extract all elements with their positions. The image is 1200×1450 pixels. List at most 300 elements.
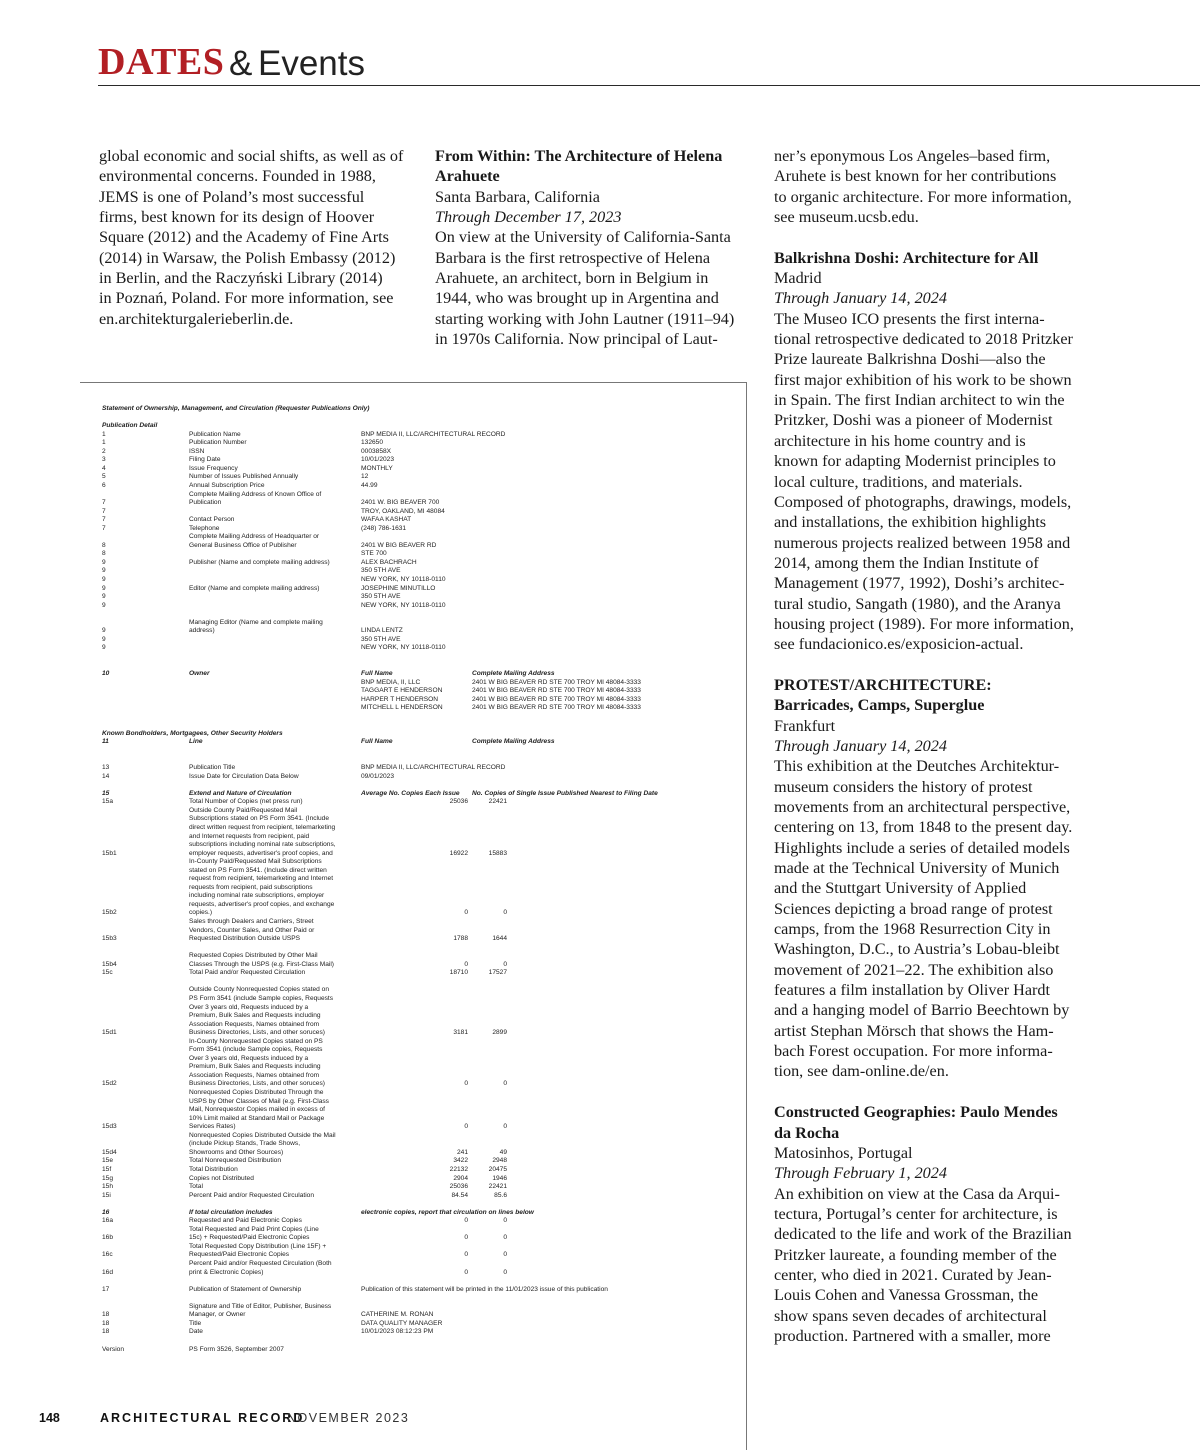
form-label: Percent Paid and/or Requested Circulation — [189, 1191, 314, 1199]
form-row — [102, 815, 742, 824]
form-line-number: 6 — [102, 481, 106, 489]
form-label: Services Rates) — [189, 1123, 236, 1131]
event-location: Matosinhos, Portugal — [774, 1143, 913, 1162]
form-row — [102, 901, 742, 910]
form-row — [102, 1123, 742, 1132]
form-row — [102, 1038, 742, 1047]
event-location: Frankfurt — [774, 716, 836, 735]
form-row — [102, 961, 742, 970]
issue-date: NOVEMBER 2023 — [287, 1411, 410, 1425]
form-value: (248) 786-1631 — [361, 524, 407, 532]
form-row — [102, 1260, 742, 1269]
form-label: Title — [189, 1319, 202, 1327]
event-location: Madrid — [774, 269, 822, 288]
form-avg-copies: 16922 — [449, 849, 468, 857]
body-line: (2014) in Warsaw, the Polish Embassy (2012) — [99, 248, 396, 267]
form-line-number: 8 — [102, 541, 106, 549]
section-title-ampersand: & — [229, 44, 253, 83]
form-single-issue-copies: 1946 — [492, 1174, 507, 1182]
form-row — [102, 790, 742, 799]
form-row — [102, 1328, 742, 1337]
form-row — [102, 439, 742, 448]
form-value: WAFAA KASHAT — [361, 516, 412, 524]
body-line: starting working with John Lautner (1911–94) — [435, 309, 735, 328]
form-label: Publisher (Name and complete mailing address) — [189, 558, 330, 566]
form-address: No. Copies of Single Issue Published Nearest to Filing Date — [472, 789, 658, 797]
form-line-number: 7 — [102, 507, 106, 515]
body-line: bach Forest occupation. For more informa- — [774, 1042, 1053, 1061]
form-row — [102, 1115, 742, 1124]
form-address: Complete Mailing Address — [472, 670, 555, 678]
form-row — [102, 1209, 742, 1218]
form-label: employer requests, advertiser's proof copies, and — [189, 849, 333, 857]
form-line-number: 7 — [102, 524, 106, 532]
form-row — [102, 773, 742, 782]
form-line-number: Version — [102, 1345, 124, 1353]
form-row — [102, 576, 742, 585]
event-date: Through January 14, 2024 — [774, 736, 947, 755]
form-row — [102, 602, 742, 611]
form-row — [102, 730, 742, 739]
form-avg-copies: 0 — [464, 1217, 468, 1225]
form-row — [102, 850, 742, 859]
form-single-issue-copies: 2948 — [492, 1157, 507, 1165]
body-line: On view at the University of California-Santa — [435, 228, 731, 247]
form-row — [102, 1072, 742, 1081]
form-label: Sales through Dealers and Carriers, Street — [189, 918, 314, 925]
form-line-number: 4 — [102, 464, 106, 472]
form-row — [102, 1269, 742, 1278]
body-line: first major exhibition of his work to be shown — [774, 370, 1072, 389]
body-line: in 1970s California. Now principal of Laut- — [435, 330, 718, 349]
body-line: centering on 13, from 1848 to the present day. — [774, 818, 1073, 837]
body-line: and a hanging model of Barrio Beechtown by — [774, 1001, 1070, 1020]
body-line: housing project (1989). For more information, — [774, 614, 1074, 633]
form-line-number: 15g — [102, 1174, 114, 1182]
form-line-number: 9 — [102, 644, 106, 652]
form-line-number: 16c — [102, 1251, 113, 1259]
body-line: local culture, traditions, and materials. — [774, 472, 1023, 491]
body-line: Washington, D.C., to Austria’s Lobau-bleibt — [774, 940, 1060, 959]
form-label: Managing Editor (Name and complete mailing — [189, 618, 323, 626]
body-line: tectura, Portugal’s center for architecture, is — [774, 1204, 1058, 1223]
form-line-number: 15f — [102, 1165, 112, 1173]
form-label: Number of Issues Published Annually — [189, 473, 299, 481]
form-label: Total Paid and/or Requested Circulation — [189, 969, 306, 977]
body-line: An exhibition on view at the Casa da Arqui- — [774, 1184, 1060, 1203]
form-row — [102, 533, 742, 542]
body-line: see fundacionico.es/exposicion-actual. — [774, 635, 1024, 654]
form-label: Editor (Name and complete mailing address) — [189, 584, 320, 592]
form-label: Total Requested Copy Distribution (Line 15F) + — [189, 1242, 327, 1250]
form-avg-copies: 1788 — [453, 935, 468, 943]
body-line: production. Partnered with a smaller, more — [774, 1326, 1051, 1345]
body-line: Pritzker laureate, a founding member of the — [774, 1245, 1057, 1264]
body-line: features a film installation by Oliver Hardt — [774, 981, 1051, 1000]
form-row — [102, 644, 742, 653]
form-value: 350 5TH AVE — [361, 593, 401, 601]
form-label: stated on PS Form 3541. (Include direct written — [189, 866, 327, 874]
form-row — [102, 1012, 742, 1021]
form-label: Showrooms and Other Sources) — [189, 1148, 284, 1156]
form-value: TAGGART E HENDERSON — [361, 687, 443, 695]
form-single-issue-copies: 85.6 — [494, 1191, 507, 1199]
paragraph-gap — [774, 227, 1084, 247]
form-label: Classes Through the USPS (e.g. First-Class Mail) — [189, 960, 334, 968]
form-line-number: 14 — [102, 772, 110, 780]
body-line: The Museo ICO presents the first interna- — [774, 309, 1045, 328]
form-label: Total Nonrequested Distribution — [189, 1157, 281, 1165]
form-value: LINDA LENTZ — [361, 627, 403, 635]
body-line: numerous projects realized between 1958 and — [774, 533, 1071, 552]
body-line: environmental concerns. Founded in 1988, — [99, 167, 376, 186]
form-row — [102, 448, 742, 457]
form-address: Complete Mailing Address — [472, 738, 555, 746]
form-line-number: 15d4 — [102, 1148, 117, 1156]
body-line: 2014, among them the Indian Institute of — [774, 553, 1039, 572]
form-single-issue-copies: 0 — [503, 1234, 507, 1242]
form-single-issue-copies: 0 — [503, 1123, 507, 1131]
form-row — [102, 1055, 742, 1064]
form-value: Publication of this statement will be printed in the 11/01/2023 issue of this publication — [361, 1285, 608, 1293]
form-value: NEW YORK, NY 10118-0110 — [361, 601, 446, 609]
form-line-number: 7 — [102, 499, 106, 507]
body-line: movements from an architectural perspective, — [774, 798, 1071, 816]
body-line: This exhibition at the Deutches Architektur- — [774, 757, 1060, 776]
form-single-issue-copies: 49 — [499, 1148, 507, 1156]
form-label: Requested Distribution Outside USPS — [189, 935, 301, 943]
form-value: BNP MEDIA II, LLC/ARCHITECTURAL RECORD — [361, 430, 506, 438]
form-row — [102, 798, 742, 807]
form-row — [102, 1080, 742, 1089]
body-line: Management (1977, 1992), Doshi’s architec- — [774, 574, 1065, 593]
form-row — [102, 508, 742, 517]
form-row — [102, 1320, 742, 1329]
form-single-issue-copies: 0 — [503, 1268, 507, 1276]
event-title: da Rocha — [774, 1123, 840, 1142]
form-label: Line — [189, 738, 203, 746]
body-line: museum considers the history of protest — [774, 777, 1033, 796]
form-row — [102, 1149, 742, 1158]
form-row — [102, 764, 742, 773]
form-label: address) — [189, 627, 215, 635]
form-label: subscriptions including nominal rate subscriptions, — [189, 841, 336, 849]
form-address: 2401 W BIG BEAVER RD STE 700 TROY MI 48084-3333 — [472, 704, 641, 712]
form-line-number: 16 — [102, 1208, 110, 1216]
form-value: 2401 W BIG BEAVER RD — [361, 541, 437, 549]
form-value: 10/01/2023 08:12:23 PM — [361, 1328, 434, 1336]
body-line: Sciences depicting a broad range of protest — [774, 899, 1053, 918]
form-avg-copies: 2904 — [453, 1174, 468, 1182]
form-avg-copies: 0 — [464, 909, 468, 917]
form-value: BNP MEDIA II, LLC/ARCHITECTURAL RECORD — [361, 764, 506, 772]
form-label: In-County Paid/Requested Mail Subscriptions — [189, 858, 322, 866]
body-line: Highlights include a series of detailed models — [774, 838, 1070, 857]
article-column-3 — [774, 146, 1084, 1346]
form-label: Manager, or Owner — [189, 1311, 246, 1319]
body-line: Louis Cohen and Vanessa Grossman, the — [774, 1286, 1039, 1305]
form-label: Over 3 years old, Requests induced by a — [189, 1054, 309, 1062]
form-row — [102, 738, 742, 747]
form-label: Issue Frequency — [189, 464, 238, 472]
event-title: PROTEST/ARCHITECTURE: — [774, 675, 992, 694]
form-value: HARPER T HENDERSON — [361, 695, 439, 703]
form-single-issue-copies: 22421 — [488, 1183, 507, 1191]
event-title: Balkrishna Doshi: Architecture for All — [774, 248, 1039, 267]
form-label: Publication — [189, 499, 222, 507]
form-line-number: 15h — [102, 1183, 114, 1191]
form-value: Average No. Copies Each Issue — [361, 789, 460, 797]
form-row — [102, 1089, 742, 1098]
form-label: Total Number of Copies (net press run) — [189, 798, 303, 806]
body-line: in Poznań, Poland. For more information, see — [99, 289, 394, 308]
body-line: artist Stephan Mörsch that shows the Ham- — [774, 1021, 1054, 1040]
body-line: Square (2012) and the Academy of Fine Arts — [99, 228, 389, 247]
form-avg-copies: 25036 — [449, 798, 468, 806]
form-single-issue-copies: 0 — [503, 1251, 507, 1259]
form-line-number: 15c — [102, 969, 113, 977]
form-value: 44.99 — [361, 481, 378, 489]
form-row — [102, 516, 742, 525]
form-label: Form 3541 (include Sample copies, Requests — [189, 1046, 323, 1054]
body-line: see museum.ucsb.edu. — [774, 208, 919, 227]
form-line-number: 5 — [102, 473, 106, 481]
form-label: Publication of Statement of Ownership — [189, 1285, 302, 1293]
form-label: requests, advertiser's proof copies, and exchange — [189, 900, 335, 908]
form-label: Business Directories, Lists, and other soruces) — [189, 1080, 325, 1088]
form-row — [102, 927, 742, 936]
body-line: global economic and social shifts, as well as of — [99, 147, 404, 165]
form-label: If total circulation includes — [189, 1208, 273, 1216]
form-single-issue-copies: 1644 — [492, 935, 507, 943]
form-label: Over 3 years old, Requests induced by a — [189, 1003, 309, 1011]
body-line: 1944, who was brought up in Argentina and — [435, 289, 719, 308]
form-avg-copies: 3181 — [453, 1029, 468, 1037]
form-label: Publication Name — [189, 430, 241, 438]
body-line: firms, best known for its design of Hoover — [99, 208, 375, 227]
body-line: made at the Technical University of Munich — [774, 859, 1060, 878]
form-line-number: 16b — [102, 1234, 114, 1242]
form-line-number: 9 — [102, 558, 106, 566]
form-label: direct written request from recipient, telemarketing — [189, 823, 336, 831]
body-line: camps, from the 1968 Resurrection City in — [774, 920, 1051, 939]
form-row — [102, 1251, 742, 1260]
form-line-number: 9 — [102, 635, 106, 643]
form-row — [102, 1140, 742, 1149]
form-line-number: 1 — [102, 439, 106, 447]
form-row — [102, 1234, 742, 1243]
form-value: Full Name — [361, 738, 393, 746]
page-number: 148 — [39, 1411, 60, 1425]
form-label: Outside County Paid/Requested Mail — [189, 806, 298, 814]
form-row — [102, 482, 742, 491]
magazine-name: ARCHITECTURAL RECORD — [100, 1411, 305, 1425]
form-row — [102, 491, 742, 500]
form-line-number: 18 — [102, 1311, 110, 1319]
form-line-number: 8 — [102, 550, 106, 558]
form-line-number: 15b3 — [102, 935, 117, 943]
body-line: ner’s eponymous Los Angeles–based firm, — [774, 147, 1051, 165]
form-line-number: 15b2 — [102, 909, 117, 917]
form-row — [102, 1175, 742, 1184]
form-label: USPS by Other Classes of Mail (e.g. First-Class — [189, 1097, 329, 1105]
form-row — [102, 465, 742, 474]
form-label: Owner — [189, 670, 210, 678]
form-row — [102, 559, 742, 568]
form-label: print & Electronic Copies) — [189, 1268, 264, 1276]
form-single-issue-copies: 0 — [503, 960, 507, 968]
form-row — [102, 1029, 742, 1038]
form-value: NEW YORK, NY 10118-0110 — [361, 644, 446, 652]
body-line: to organic architecture. For more information, — [774, 187, 1072, 206]
form-label: Nonrequested Copies Distributed Through the — [189, 1089, 324, 1096]
form-row — [102, 952, 742, 961]
form-row — [102, 473, 742, 482]
event-date: Through February 1, 2024 — [774, 1164, 947, 1183]
form-row — [102, 456, 742, 465]
form-address: 2401 W BIG BEAVER RD STE 700 TROY MI 48084-3333 — [472, 695, 641, 703]
form-value: ALEX BACHRACH — [361, 558, 417, 566]
form-label: Extend and Nature of Circulation — [189, 789, 292, 797]
form-single-issue-copies: 0 — [503, 909, 507, 917]
form-line-number: 11 — [102, 738, 109, 746]
form-label: Premium, Bulk Sales and Requests including — [189, 1063, 321, 1071]
event-date: Through December 17, 2023 — [435, 208, 622, 227]
body-line: architecture in his home country and is — [774, 431, 1026, 450]
form-value: 09/01/2023 — [361, 772, 395, 780]
form-avg-copies: 0 — [464, 1268, 468, 1276]
form-row — [102, 909, 742, 918]
form-label: Annual Subscription Price — [189, 481, 265, 489]
form-value: electronic copies, report that circulation on lines below — [361, 1208, 534, 1216]
form-row — [102, 431, 742, 440]
form-single-issue-copies: 2899 — [492, 1029, 507, 1037]
form-value: BNP MEDIA, II, LLC — [361, 678, 421, 686]
article-column-1 — [99, 146, 419, 329]
form-row — [102, 1243, 742, 1252]
form-avg-copies: 0 — [464, 1234, 468, 1242]
body-line: Composed of photographs, drawings, models, — [774, 492, 1072, 511]
form-row — [102, 833, 742, 842]
form-row — [102, 542, 742, 551]
form-row — [102, 1046, 742, 1055]
form-row — [102, 696, 742, 705]
form-line-number: 9 — [102, 567, 106, 575]
form-line-number: 13 — [102, 764, 110, 772]
body-line: en.architekturgalerieberlin.de. — [99, 309, 294, 328]
form-row — [102, 1132, 742, 1141]
form-row — [102, 892, 742, 901]
form-label: Requested/Paid Electronic Copies — [189, 1251, 290, 1259]
body-line: JEMS is one of Poland’s most successful — [99, 187, 365, 206]
form-row — [102, 670, 742, 679]
form-label: Requested Copies Distributed by Other Mail — [189, 952, 318, 960]
form-value: NEW YORK, NY 10118-0110 — [361, 576, 446, 583]
article-column-2 — [435, 146, 751, 349]
form-row — [102, 499, 742, 508]
form-row — [102, 969, 742, 978]
form-line-number: 7 — [102, 516, 106, 524]
form-label: Requested and Paid Electronic Copies — [189, 1217, 302, 1225]
form-label: Percent Paid and/or Requested Circulation (Both — [189, 1260, 332, 1267]
form-single-issue-copies: 0 — [503, 1217, 507, 1225]
form-label: Publication Title — [189, 764, 236, 772]
form-label: Total — [189, 1183, 203, 1191]
form-row — [102, 704, 742, 713]
form-single-issue-copies: 22421 — [488, 798, 507, 806]
form-line-number: 15d3 — [102, 1123, 117, 1131]
form-row — [102, 807, 742, 816]
form-value: STE 700 — [361, 550, 387, 558]
form-value: 10/01/2023 — [361, 456, 395, 464]
form-label: Date — [189, 1328, 203, 1336]
form-label: Outside County Nonrequested Copies stated on — [189, 986, 330, 994]
form-label: Publication Number — [189, 439, 247, 447]
form-row — [102, 1217, 742, 1226]
form-avg-copies: 22132 — [449, 1165, 468, 1173]
form-label: and Internet requests from recipient, paid — [189, 832, 310, 840]
form-row — [102, 627, 742, 636]
form-row — [102, 1004, 742, 1013]
form-line-number: 9 — [102, 593, 106, 601]
form-line-number: 17 — [102, 1285, 110, 1293]
form-line-number: 9 — [102, 601, 106, 609]
form-value: MITCHELL L HENDERSON — [361, 704, 443, 712]
body-line: and the Stuttgart University of Applied — [774, 879, 1027, 898]
form-label: General Business Office of Publisher — [189, 541, 297, 549]
form-label: Association Requests, Names obtained from — [189, 1020, 320, 1028]
form-line-number: 15i — [102, 1191, 111, 1199]
form-row — [102, 1021, 742, 1030]
body-line: Barbara is the first retrospective of Helena — [435, 248, 711, 267]
form-avg-copies: 84.54 — [451, 1191, 468, 1199]
event-location: Santa Barbara, California — [435, 187, 600, 206]
form-row — [102, 1286, 742, 1295]
form-avg-copies: 0 — [464, 1251, 468, 1259]
form-row — [102, 1098, 742, 1107]
form-row — [102, 1063, 742, 1072]
form-row — [102, 1192, 742, 1201]
form-avg-copies: 0 — [464, 1080, 468, 1088]
form-line-number: 15b1 — [102, 849, 117, 857]
event-title: Arahuete — [435, 167, 500, 186]
form-value: 0003858X — [361, 447, 392, 455]
form-row — [102, 567, 742, 576]
form-row — [102, 593, 742, 602]
form-label: Vendors, Counter Sales, and Other Paid or — [189, 926, 315, 934]
form-line-number: 16a — [102, 1217, 114, 1225]
form-row — [102, 525, 742, 534]
form-label: 15c) + Requested/Paid Electronic Copies — [189, 1234, 310, 1242]
form-line-number: 9 — [102, 627, 106, 635]
form-value: DATA QUALITY MANAGER — [361, 1319, 443, 1327]
form-label: In-County Nonrequested Copies stated on PS — [189, 1037, 323, 1045]
event-title: Constructed Geographies: Paulo Mendes — [774, 1103, 1058, 1122]
form-label: Total Distribution — [189, 1165, 238, 1173]
body-line: tion, see dam-online.de/en. — [774, 1062, 949, 1081]
form-row — [102, 1311, 742, 1320]
form-label: 10% Limit mailed at Standard Mail or Package — [189, 1114, 325, 1122]
form-value: 350 5TH AVE — [361, 567, 401, 575]
form-value: 2401 W. BIG BEAVER 700 — [361, 499, 440, 507]
body-line: in Spain. The first Indian architect to win the — [774, 391, 1065, 410]
body-line: Arahuete, an architect, born in Belgium in — [435, 269, 709, 288]
form-value: 12 — [361, 473, 369, 481]
form-line-number: Statement of Ownership, Management, and Circulation (Requester Publications Only) — [102, 405, 370, 412]
body-line: Prize laureate Balkrishna Doshi—also the — [774, 350, 1046, 369]
form-label: Copies not Distributed — [189, 1174, 254, 1182]
form-label: copies.) — [189, 909, 213, 917]
